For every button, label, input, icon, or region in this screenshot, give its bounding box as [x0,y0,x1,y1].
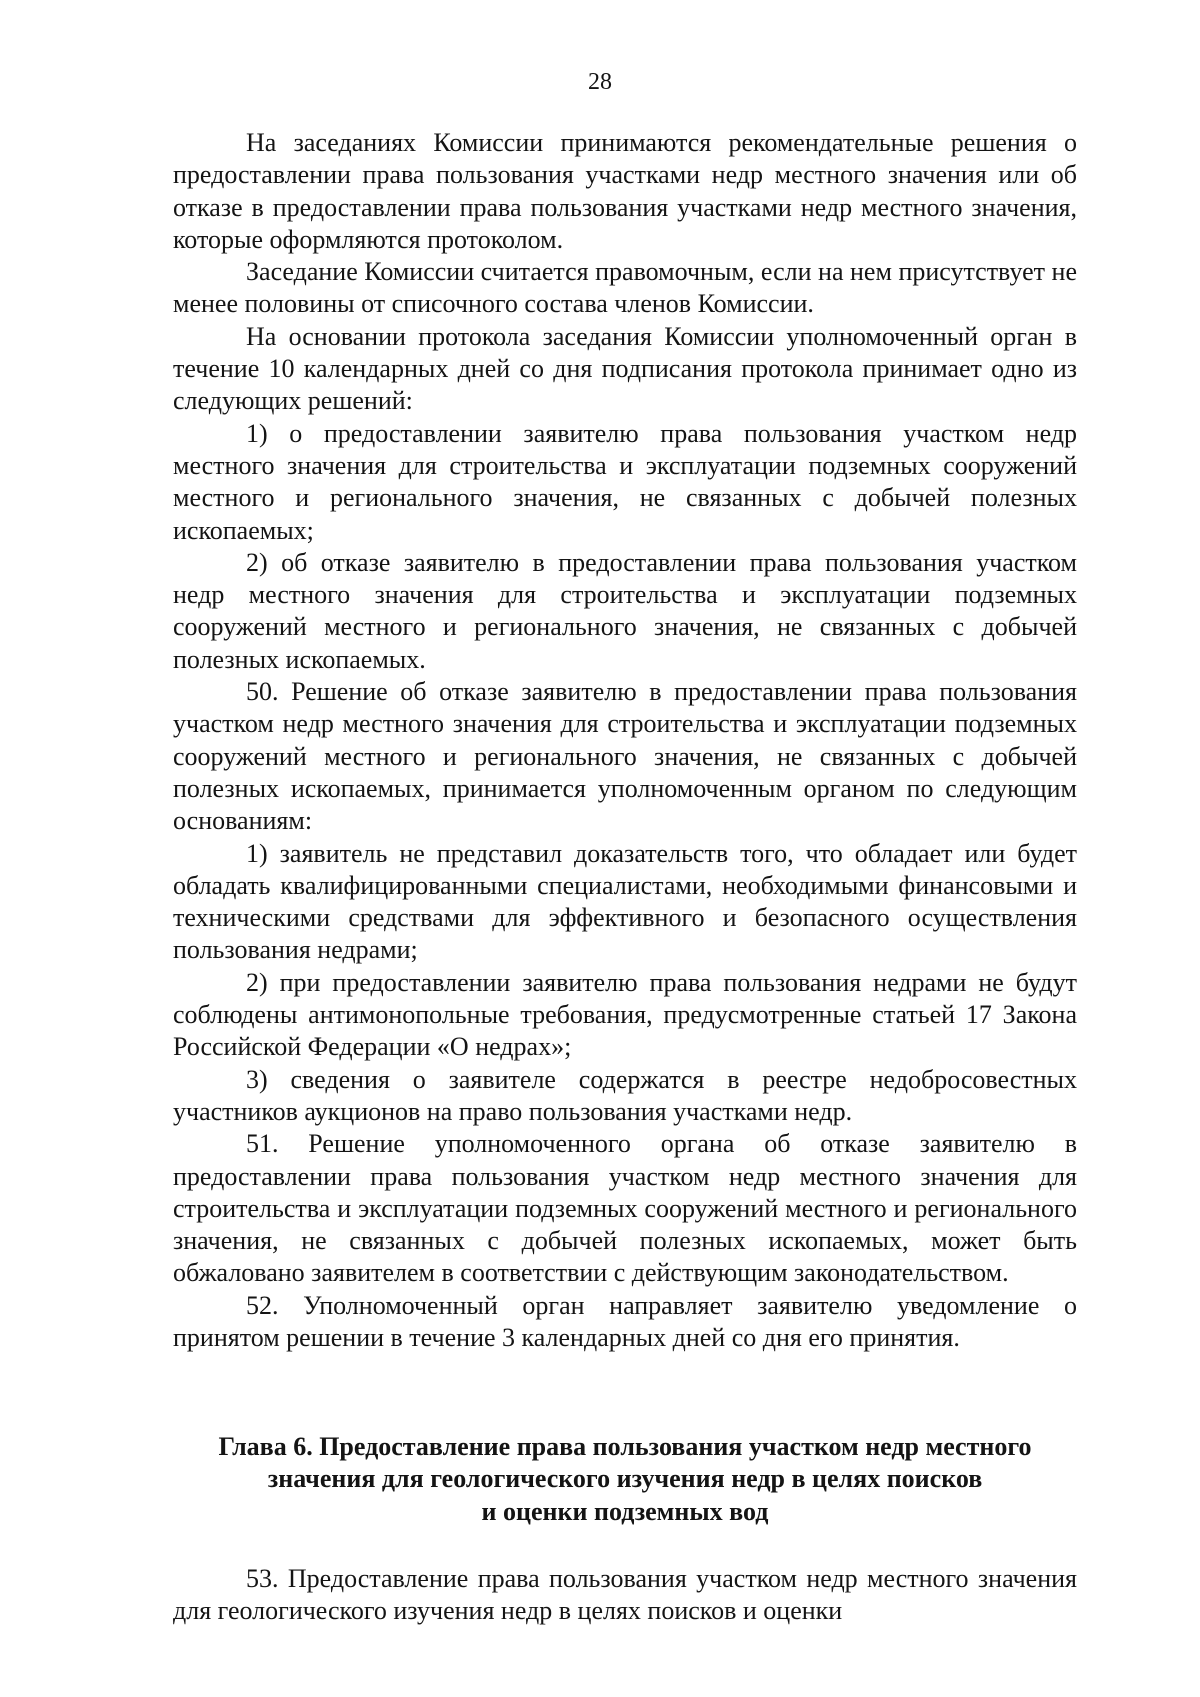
body-text [173,127,1077,1354]
paragraph-quorum: Заседание Комиссии считается правомочным, если на нем присутствует не менее половины от списочного состава членов Комиссии. [173,257,1077,319]
chapter-heading-line: и оценки подземных вод [481,1496,769,1526]
chapter-heading [173,1431,1077,1528]
list-item-no-evidence: 1) заявитель не представил доказательств того, что обладает или будет обладать квалифицированными специалистами, необходимыми финансовыми и техническими средствами для эффективного и безопасного осуществления пользования недрами; [173,838,1077,965]
paragraph-item-53: 53. Предоставление права пользования участком недр местного значения для геологического изучения недр в целях поисков и оценки [173,1564,1077,1626]
chapter-heading-line: Глава 6. Предоставление права пользования участком недр местного [218,1432,1032,1461]
list-item-grant: 1) о предоставлении заявителю права пользования участком недр местного значения для строительства и эксплуатации подземных сооружений местного и регионального значения, не связанных с добычей полезных ископаемых; [173,418,1077,545]
body-text-after-heading [173,1563,1077,1628]
paragraph-item-52: 52. Уполномоченный орган направляет заявителю уведомление о принятом решении в течение 3 календарных дней со дня его принятия. [173,1290,1077,1352]
paragraph-item-50: 50. Решение об отказе заявителю в предоставлении права пользования участком недр местного значения для строительства и эксплуатации подземных сооружений местного и регионального значения, не связанных с добычей полезных ископаемых, принимается уполномоченным органом по следующим основаниям: [173,677,1077,836]
paragraph-item-51: 51. Решение уполномоченного органа об отказе заявителю в предоставлении права пользования участком недр местного значения для строительства и эксплуатации подземных сооружений местного и регионального значения, не связанных с добычей полезных ископаемых, может быть обжаловано заявителем в соответствии с действующим законодательством. [173,1129,1077,1288]
paragraph-commission-decisions: На заседаниях Комиссии принимаются рекомендательные решения о предоставлении права пользования участками недр местного значения или об отказе в предоставлении права пользования участками недр местного значения, которые оформляются протоколом. [173,128,1077,254]
list-item-registry: 3) сведения о заявителе содержатся в реестре недобросовестных участников аукционов на право пользования участками недр. [173,1064,1077,1126]
chapter-heading-line: значения для геологического изучения недр в целях поисков [267,1464,983,1494]
page-number: 28 [588,69,612,95]
list-item-antimonopoly: 2) при предоставлении заявителю права пользования недрами не будут соблюдены антимонопольные требования, предусмотренные статьей 17 Закона Российской Федерации «О недрах»; [173,967,1077,1062]
list-item-refuse: 2) об отказе заявителю в предоставлении права пользования участком недр местного значения для строительства и эксплуатации подземных сооружений местного и регионального значения, не связанных с добычей полезных ископаемых. [173,547,1077,674]
paragraph-protocol-basis: На основании протокола заседания Комиссии уполномоченный орган в течение 10 календарных дней со дня подписания протокола принимает одно из следующих решений: [173,321,1077,416]
